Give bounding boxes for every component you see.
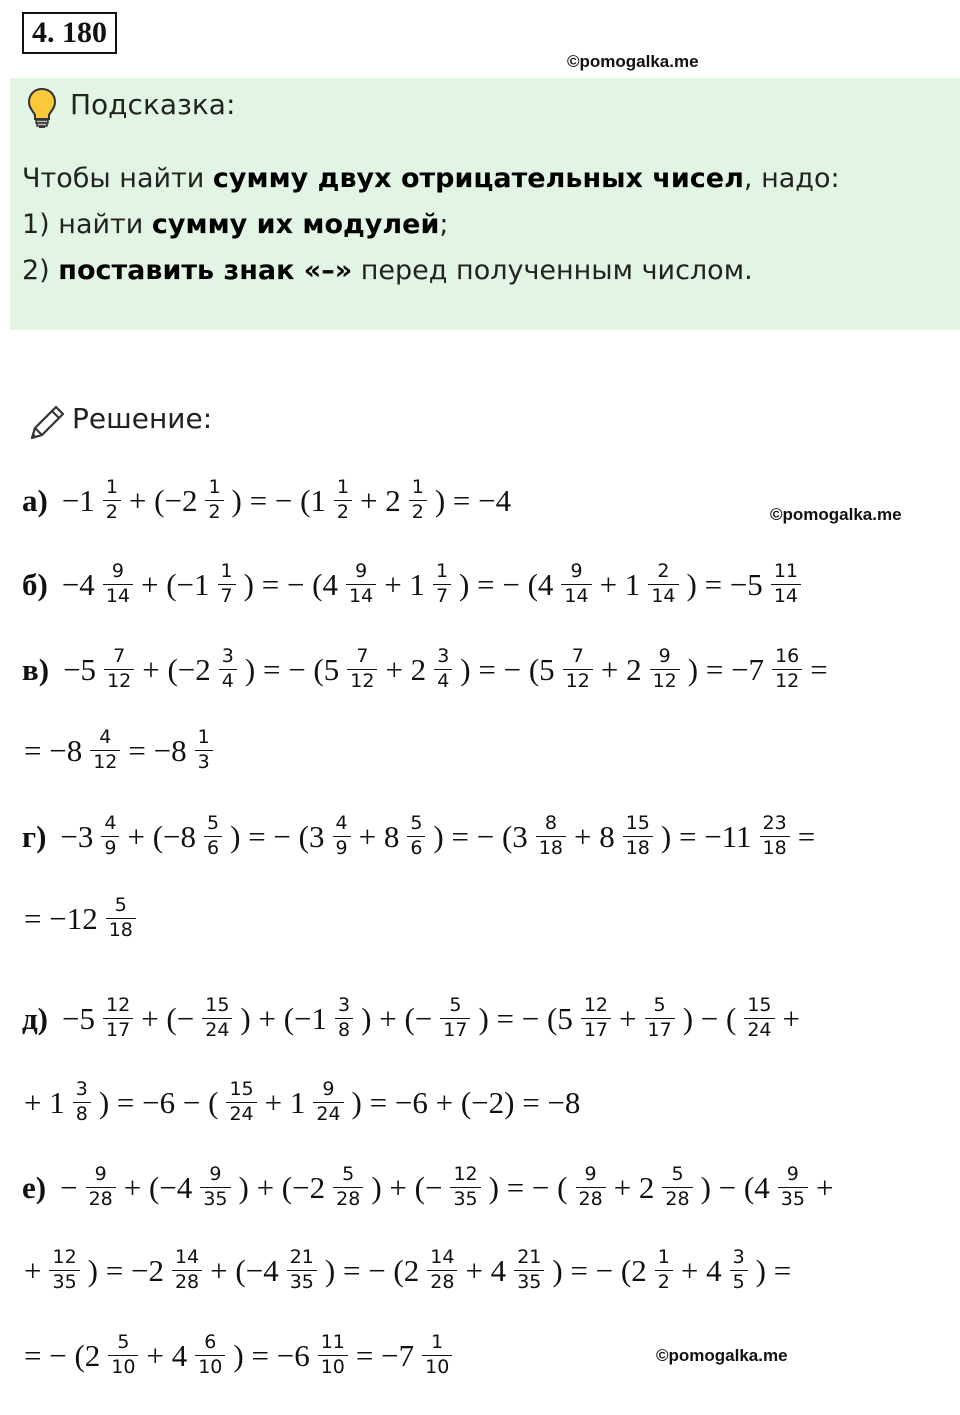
numerator: 5 [207,811,220,834]
expression-text: ) = −6 − ( [98,1084,219,1120]
denominator: 6 [204,836,222,860]
expression-text: −5 [62,1000,95,1036]
denominator: 14 [346,584,376,608]
numerator: 14 [430,1245,455,1268]
numerator: 1 [105,475,118,498]
denominator: 12 [563,669,593,693]
numerator: 5 [653,993,666,1016]
expression-text: ) = − (3 [433,818,528,854]
solution-heading [26,402,213,448]
numerator: 7 [113,644,126,667]
numerator: 11 [320,1330,345,1353]
fraction [440,995,470,1042]
numerator: 9 [355,559,368,582]
fraction [771,561,801,608]
denominator: 18 [623,836,653,860]
expression-text: + 2 [600,651,642,687]
solution-line [22,554,807,614]
fraction [104,646,134,693]
expression-text: ) = − (5 [478,1000,573,1036]
item-label: б) [22,566,48,602]
hint-panel [10,78,960,330]
expression-text: ) = −11 [660,818,752,854]
fraction [434,646,452,693]
expression-text: ) − (4 [700,1169,770,1205]
numerator: 9 [570,559,583,582]
numerator: 5 [449,993,462,1016]
denominator: 7 [433,584,451,608]
numerator: 9 [658,644,671,667]
item-label: д) [22,1000,49,1036]
numerator: 3 [338,993,351,1016]
denominator: 9 [333,836,351,860]
fraction [563,646,593,693]
denominator: 28 [333,1187,363,1211]
numerator: 1 [411,475,424,498]
expression-text: + (− [141,1000,195,1036]
expression-text: ) = − (5 [460,651,555,687]
expression-text: = [810,651,828,687]
expression-text: + (−2 [142,651,211,687]
expression-text: = − (2 [24,1337,101,1373]
denominator: 17 [581,1018,611,1042]
denominator: 12 [347,669,377,693]
solution-line [22,639,830,699]
numerator: 12 [583,993,609,1016]
item-label: а) [22,482,48,518]
fraction [103,995,133,1042]
numerator: 1 [435,559,449,582]
denominator: 4 [219,669,237,693]
denominator: 24 [313,1102,343,1126]
denominator: 18 [536,836,566,860]
solution-line [22,1072,582,1132]
denominator: 2 [655,1270,673,1294]
expression-text: + (−2 [128,482,198,518]
denominator: 4 [434,669,452,693]
fraction [760,813,790,860]
denominator: 35 [514,1270,544,1294]
expression-text: + (−4 [210,1252,279,1288]
fraction [650,646,680,693]
fraction [108,1332,138,1379]
denominator: 3 [195,750,213,774]
denominator: 35 [287,1270,317,1294]
fraction [172,1247,202,1294]
fraction [346,561,376,608]
numerator: 1 [197,725,210,748]
denominator: 18 [760,836,790,860]
solution-line [22,988,802,1048]
numerator: 14 [174,1245,200,1268]
numerator: 12 [453,1162,478,1185]
solution-line [22,888,142,948]
denominator: 17 [645,1018,675,1042]
fraction [334,477,352,524]
fraction [648,561,678,608]
problem-number: 4. 180 [22,12,117,54]
numerator: 5 [410,811,423,834]
expression-text: ) = −4 [434,482,512,518]
numerator: 1 [431,1330,444,1353]
numerator: 4 [335,811,348,834]
expression-text: + 2 [385,651,427,687]
denominator: 8 [73,1102,91,1126]
expression-text: ) + (−1 [240,1000,328,1036]
fraction [536,813,566,860]
numerator: 1 [657,1245,670,1268]
solution-title: Решение: [72,402,213,435]
fraction [202,995,232,1042]
denominator: 10 [318,1355,348,1379]
denominator: 28 [172,1270,202,1294]
numerator: 3 [732,1245,745,1268]
expression-text: = −8 [128,732,187,768]
hint-line-1: Чтобы найти сумму двух отрицательных чисел, надо: [22,163,840,194]
solution-line [22,1240,793,1300]
denominator: 18 [106,918,136,942]
expression-text: + (−4 [123,1169,193,1205]
fraction [73,1079,91,1126]
expression-text: ) = − (1 [231,482,326,518]
expression-text: ) = −2 [87,1252,164,1288]
fraction [49,1247,79,1294]
expression-text: + 4 [465,1252,507,1288]
denominator: 14 [103,584,133,608]
denominator: 35 [778,1187,808,1211]
expression-text: + 1 [24,1084,65,1120]
denominator: 12 [772,669,802,693]
expression-text: + 1 [264,1084,306,1120]
denominator: 2 [409,500,427,524]
fraction [90,727,120,774]
expression-text: −5 [63,651,97,687]
numerator: 9 [94,1162,107,1185]
expression-text: −1 [61,482,95,518]
expression-text: + 4 [680,1252,722,1288]
denominator: 17 [103,1018,133,1042]
numerator: 4 [104,811,117,834]
denominator: 2 [103,500,121,524]
denominator: 2 [205,500,223,524]
denominator: 14 [648,584,678,608]
numerator: 9 [322,1077,335,1100]
fraction [407,813,425,860]
denominator: 17 [440,1018,470,1042]
fraction [645,995,675,1042]
fraction [333,813,351,860]
expression-text: = −7 [355,1337,415,1373]
numerator: 3 [221,644,234,667]
fraction [778,1164,808,1211]
fraction [730,1247,748,1294]
fraction [86,1164,116,1211]
denominator: 24 [744,1018,774,1042]
fraction [744,995,774,1042]
numerator: 1 [208,475,221,498]
numerator: 7 [356,644,369,667]
fraction [218,561,236,608]
numerator: 8 [544,811,557,834]
numerator: 23 [762,811,787,834]
fraction [313,1079,343,1126]
expression-text: = −8 [24,732,83,768]
fraction [204,813,222,860]
watermark: ©pomogalka.me [567,52,699,71]
watermark: ©pomogalka.me [656,1346,788,1365]
fraction [561,561,591,608]
item-label: е) [22,1169,47,1205]
solution-line [22,1157,835,1217]
numerator: 3 [75,1077,88,1100]
numerator: 9 [584,1162,597,1185]
numerator: 5 [342,1162,355,1185]
fraction [335,995,353,1042]
fraction [287,1247,317,1294]
denominator: 10 [195,1355,225,1379]
denominator: 24 [226,1102,256,1126]
denominator: 5 [730,1270,748,1294]
denominator: 10 [108,1355,138,1379]
expression-text: −3 [60,818,94,854]
numerator: 3 [437,644,450,667]
expression-text: = [797,818,816,854]
fraction [772,646,802,693]
fraction [205,477,223,524]
expression-text: ) + (− [361,1000,433,1036]
solution-line [22,470,513,530]
fraction [101,813,119,860]
expression-text: + 4 [146,1337,188,1373]
numerator: 5 [117,1330,130,1353]
expression-text: ) − ( [682,1000,737,1036]
expression-text: = −12 [24,900,98,936]
fraction [662,1164,692,1211]
hint-text [22,156,840,294]
numerator: 6 [204,1330,217,1353]
numerator: 4 [99,725,112,748]
fraction [514,1247,544,1294]
fraction [450,1164,480,1211]
numerator: 12 [106,993,131,1016]
expression-text: + [782,1000,800,1036]
expression-text: ) = −5 [686,566,763,602]
fraction [623,813,653,860]
numerator: 21 [289,1245,314,1268]
numerator: 15 [625,811,650,834]
expression-text: + 1 [599,566,641,602]
expression-text: + [815,1169,834,1205]
solution-line [22,806,817,866]
expression-text: ) = − (2 [324,1252,420,1288]
fraction [226,1079,256,1126]
numerator: 12 [52,1245,77,1268]
fraction [103,477,121,524]
fraction [318,1332,348,1379]
fraction [655,1247,673,1294]
pencil-icon [26,402,68,444]
numerator: 9 [209,1162,222,1185]
numerator: 9 [786,1162,799,1185]
hint-line-3: 2) поставить знак «–» перед полученным числом. [22,255,753,286]
expression-text: ) = − (4 [459,566,554,602]
denominator: 35 [49,1270,79,1294]
expression-text: + 2 [360,482,401,518]
expression-text: + (−8 [127,818,197,854]
numerator: 15 [747,993,772,1016]
expression-text: + 8 [358,818,400,854]
numerator: 15 [205,993,230,1016]
expression-text: ) = −6 + (−2) = −8 [351,1084,581,1120]
denominator: 12 [104,669,134,693]
expression-text: ) = − (5 [244,651,340,687]
denominator: 2 [334,500,352,524]
expression-text: + 1 [384,566,425,602]
fraction [200,1164,230,1211]
expression-text: ) = −7 [687,651,765,687]
fraction [219,646,237,693]
numerator: 5 [671,1162,684,1185]
denominator: 12 [650,669,680,693]
fraction [195,1332,225,1379]
numerator: 16 [775,644,800,667]
expression-text: ) = − (3 [230,818,325,854]
numerator: 15 [229,1077,254,1100]
lightbulb-icon [26,86,58,130]
fraction [106,895,136,942]
fraction [103,561,133,608]
expression-text: + (−1 [141,566,210,602]
expression-text: + 8 [573,818,615,854]
denominator: 28 [86,1187,116,1211]
denominator: 24 [202,1018,232,1042]
expression-text: − [60,1169,78,1205]
fraction [195,727,213,774]
numerator: 5 [114,893,127,916]
numerator: 2 [657,559,670,582]
solution-line [22,720,219,780]
expression-text: ) = − (4 [243,566,339,602]
expression-text: ) + (− [371,1169,443,1205]
solution-line [22,1325,458,1385]
item-label: в) [22,651,50,687]
numerator: 11 [773,559,798,582]
denominator: 9 [101,836,119,860]
item-label: г) [22,818,47,854]
watermark: ©pomogalka.me [770,505,902,524]
denominator: 7 [218,584,236,608]
fraction [576,1164,606,1211]
denominator: 28 [427,1270,457,1294]
fraction [347,646,377,693]
fraction [333,1164,363,1211]
expression-text: ) = [755,1252,792,1288]
denominator: 6 [407,836,425,860]
denominator: 14 [771,584,801,608]
expression-text: + 2 [613,1169,655,1205]
denominator: 28 [576,1187,606,1211]
expression-text: ) + (−2 [238,1169,326,1205]
fraction [427,1247,457,1294]
denominator: 35 [450,1187,480,1211]
fraction [433,561,451,608]
denominator: 12 [90,750,120,774]
fraction [422,1332,452,1379]
denominator: 28 [662,1187,692,1211]
numerator: 21 [517,1245,542,1268]
numerator: 9 [111,559,124,582]
denominator: 8 [335,1018,353,1042]
expression-text: + [24,1252,42,1288]
fraction [581,995,611,1042]
denominator: 35 [200,1187,230,1211]
numerator: 1 [336,475,350,498]
expression-text: ) = − ( [488,1169,568,1205]
expression-text: + [619,1000,637,1036]
hint-title: Подсказка: [70,88,236,121]
denominator: 10 [422,1355,452,1379]
numerator: 1 [220,559,233,582]
denominator: 14 [561,584,591,608]
hint-line-2: 1) найти сумму их модулей; [22,209,449,240]
expression-text: ) = − (2 [552,1252,647,1288]
expression-text: ) = −6 [233,1337,310,1373]
fraction [409,477,427,524]
numerator: 7 [571,644,584,667]
expression-text: −4 [61,566,95,602]
